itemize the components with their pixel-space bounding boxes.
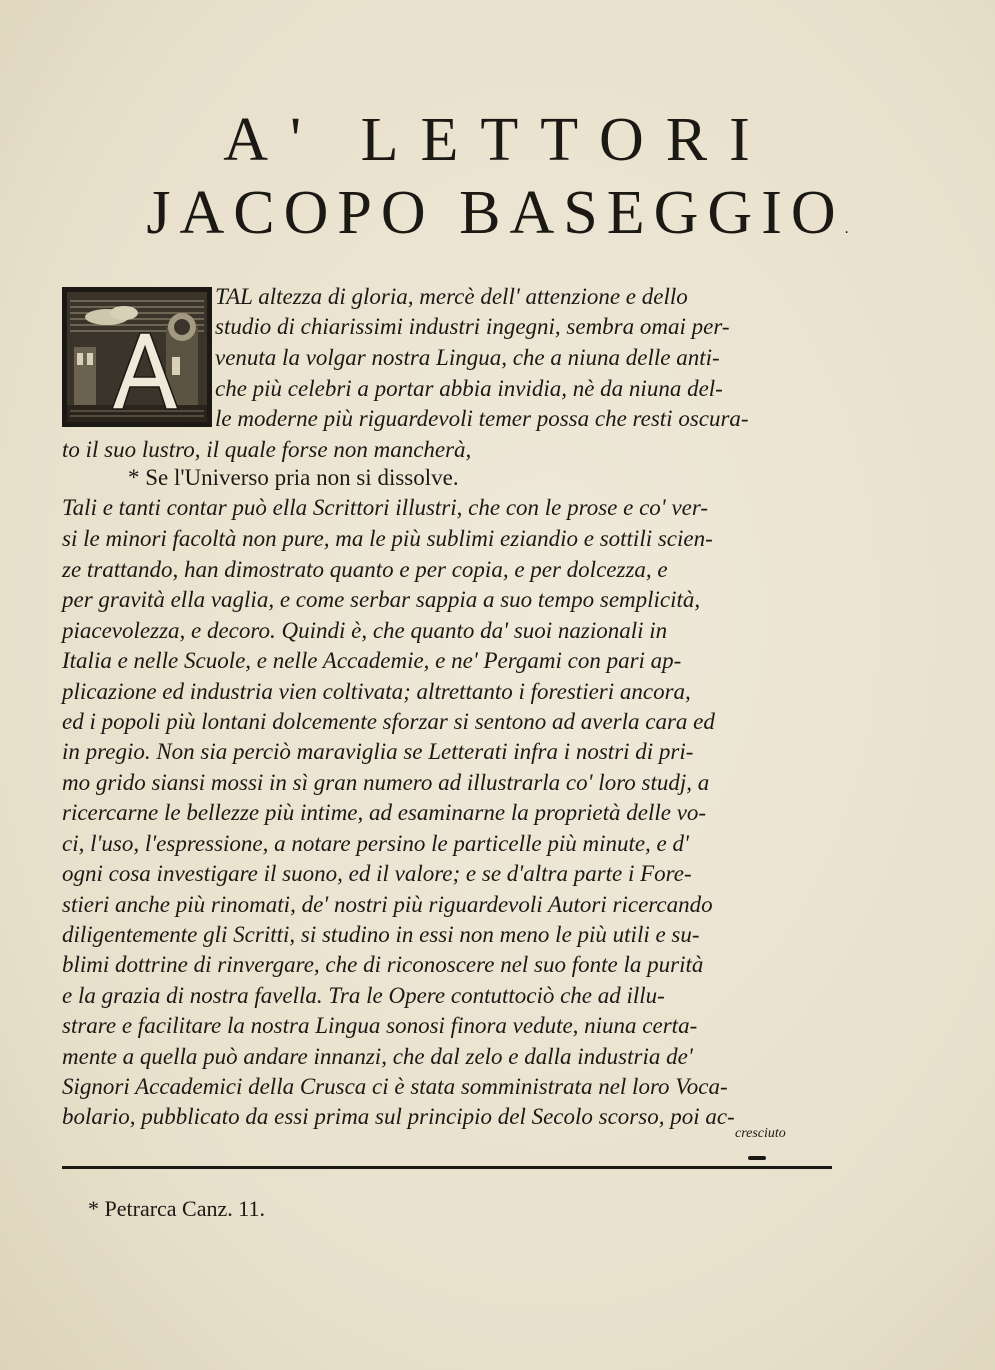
text-line: venuta la volgar nostra Lingua, che a niuna delle anti- (215, 345, 720, 370)
text-line: diligentemente gli Scritti, si studino in essi non meno le più utili e su- (62, 922, 700, 947)
text-line: Tali e tanti contar può ella Scrittori illustri, che con le prose e co' ver- (62, 495, 709, 520)
text-line: ze trattando, han dimostrato quanto e per copia, e per dolcezza, e (62, 557, 668, 582)
text-line: blimi dottrine di rinvergare, che di riconoscere nel suo fonte la purità (62, 952, 704, 977)
text-line: Italia e nelle Scuole, e nelle Accademie, e ne' Pergami con pari ap- (62, 648, 682, 673)
rule-ornament (748, 1156, 766, 1160)
text-line: mente a quella può andare innanzi, che dal zelo e dalla industria de' (62, 1044, 693, 1069)
text-line: in pregio. Non sia perciò maraviglia se Letterati infra i nostri di pri- (62, 739, 694, 764)
text-line: e la grazia di nostra favella. Tra le Opere contuttociò che ad illu- (62, 983, 665, 1008)
text-line: TAL altezza di gloria, mercè dell' attenzione e dello (215, 284, 688, 309)
title-a-lettori: A' LETTORI (223, 106, 772, 174)
title-author-tail: . (844, 220, 849, 237)
text-line: studio di chiarissimi industri ingegni, sembra omai per- (215, 314, 730, 339)
text-line: strare e facilitare la nostra Lingua sonosi finora vedute, niuna certa- (62, 1013, 698, 1038)
text-line: stieri anche più rinomati, de' nostri più riguardevoli Autori ricercando (62, 892, 713, 917)
catchword: cresciuto (735, 1126, 786, 1141)
text-line: ogni cosa investigare il suono, ed il valore; e se d'altra parte i Fore- (62, 861, 692, 886)
text-line: si le minori facoltà non pure, ma le più sublimi eziandio e sottili scien- (62, 526, 713, 551)
text-line: che più celebri a portar abbia invidia, nè da niuna del- (215, 376, 723, 401)
verse-quote: * Se l'Universo pria non si dissolve. (128, 465, 459, 490)
text-line: bolario, pubblicato da essi prima sul principio del Secolo scorso, poi ac- (62, 1104, 735, 1129)
text-line: per gravità ella vaglia, e come serbar sappia a suo tempo semplicità, (62, 587, 701, 612)
title-author (0, 178, 995, 249)
text-line: mo grido siansi mossi in sì gran numero ad illustrarla co' loro studj, a (62, 770, 710, 795)
footnote-rule (62, 1166, 832, 1169)
woodcut-initial-A-icon (62, 287, 212, 427)
text-line: le moderne più riguardevoli temer possa che resti oscura- (215, 406, 749, 431)
text-line: ed i popoli più lontani dolcemente sforzar si sentono ad averla cara ed (62, 709, 715, 734)
footnote: * Petrarca Canz. 11. (88, 1196, 265, 1221)
text-line: piacevolezza, e decoro. Quindi è, che quanto da' suoi nazionali in (62, 618, 668, 643)
text-line: ricercarne le bellezze più intime, ad esaminarne la proprietà delle vo- (62, 800, 707, 825)
text-line: ci, l'uso, l'espressione, a notare persino le particelle più minute, e d' (62, 831, 689, 856)
text-line: Signori Accademici della Crusca ci è stata somministrata nel loro Voca- (62, 1074, 728, 1099)
text-line: to il suo lustro, il quale forse non mancherà, (62, 437, 472, 462)
text-line: plicazione ed industria vien coltivata; altrettanto i forestieri ancora, (62, 679, 691, 704)
title-author-name: JACOPO BASEGGIO (146, 179, 845, 247)
